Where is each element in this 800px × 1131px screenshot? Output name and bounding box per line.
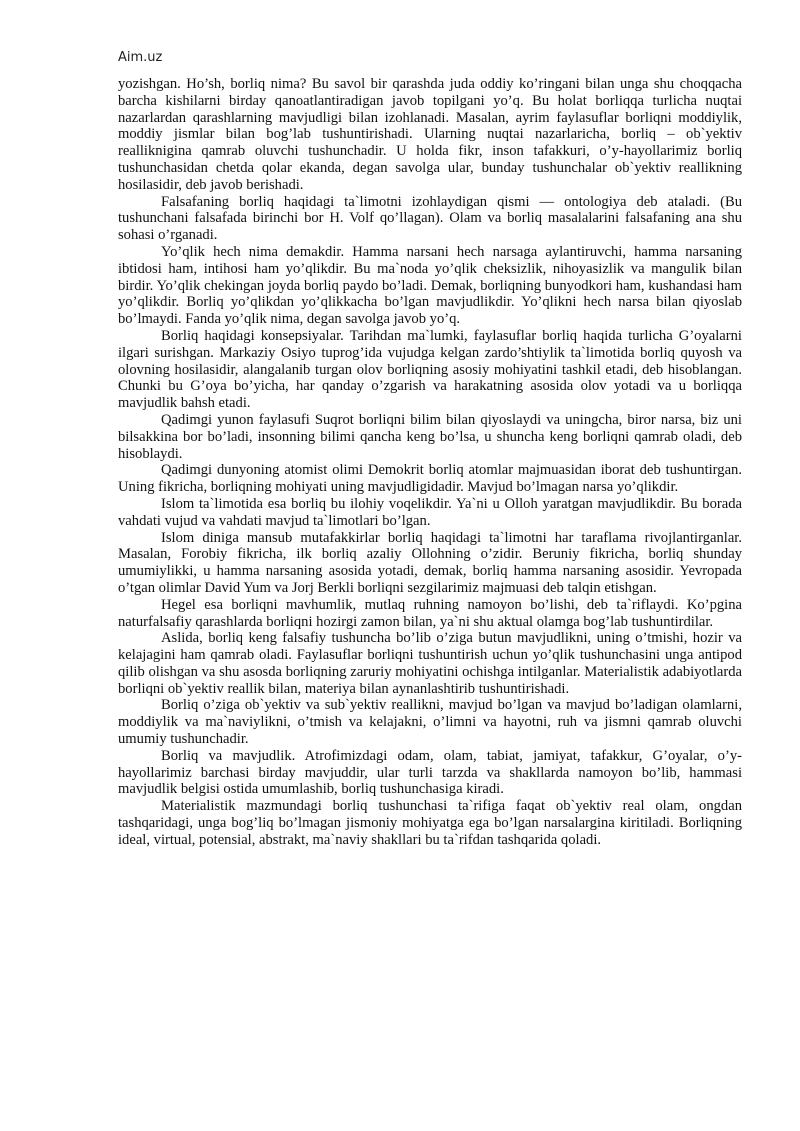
site-header: Aim.uz: [118, 50, 163, 65]
paragraph: yozishgan. Ho’sh, borliq nima? Bu savol bir qarashda juda oddiy ko’ringani bilan unga shu choqqacha barcha kishilarni birday qanoatlantiradigan javob topilgani yo’q. Bu holat borliqqa turlicha nuqtai nazarlardan qarashlarning mavjudligi bilan izohlanadi. Masalan, ayrim faylasuflar borliqni moddiylik, moddiy jismlar bilan bog’lab tushuntirishadi. Ularning nuqtai nazarlaricha, borliq – ob`yektiv reallikniginа qamrab oluvchi tushunchadir. U holda fikr, inson tafakkuri, o’y-hayollarimiz borliq tushunchasidan chetda qolar ekanda, degan savolga ular, bunday tushunchalar ob`yektiv reallikning hosilasidir, deb javob berishadi.: [118, 76, 742, 193]
paragraph: Hegel esa borliqni mavhumlik, mutlaq ruhning namoyon bo’lishi, deb ta`riflaydi. Ko’pgina naturfalsafiy qarashlarda borliqni hozirgi zamon bilan, ya`ni shu aktual olamga bog’lab tushuntirdilar.: [118, 596, 742, 630]
paragraph: Materialistik mazmundagi borliq tushunchasi ta`rifiga faqat ob`yektiv real olam, ongdan tashqaridagi, unga bog’liq bo’lmagan jismoniy mohiyatga ega bo’lgan narsalargina kiritiladi. Borliqning ideal, virtual, potensial, abstrakt, ma`naviy shakllari bu ta`rifdan tashqarida qoladi.: [118, 798, 742, 848]
paragraph: Falsafaning borliq haqidagi ta`limotni izohlaydigan qismi — ontologiya deb ataladi. (Bu tushunchani falsafada birinchi bor H. Volf qo’llagan). Olam va borliq masalalarini falsafaning ana shu sohasi o’rganadi.: [118, 193, 742, 244]
paragraph: Borliq o’ziga ob`yektiv va sub`yektiv reallikni, mavjud bo’lgan va mavjud bo’ladigan olamlarni, moddiylik va ma`naviylikni, o’tmish va kelajakni, o’limni va hayotni, ruh va jismni qamrab oluvchi umumiy tushunchadir.: [118, 697, 742, 748]
paragraph: Qadimgi dunyoning atomist olimi Demokrit borliq atomlar majmuasidan iborat deb tushuntirgan. Uning fikricha, borliqning mohiyati uning mavjudligidadir. Mavjud bo’lmagan narsa yo’qlikdir.: [118, 462, 742, 496]
paragraph: Aslida, borliq keng falsafiy tushuncha bo’lib o’ziga butun mavjudlikni, uning o’tmishi, hozir va kelajagini ham qamrab oladi. Faylasuflar borliqni tushuntirish uchun yo’qlik tushunchasini unga antipod qilib olishgan va shu asosda borliqning zaruriy mohiyatini ochishga intilganlar. Materialistik adabiyotlarda borliqni ob`yektiv reallik bilan, materiya bilan aynanlashtirib tushuntirishadi.: [118, 630, 742, 697]
paragraph: Yo’qlik hech nima demakdir. Hamma narsani hech narsaga aylantiruvchi, hamma narsaning ibtidosi ham, intihosi ham yo’qlikdir. Bu ma`noda yo’qlik cheksizlik, nihoyasizlik va mangulik bilan birdir. Yo’qlik chekingan joyda borliq paydo bo’ladi. Demak, borliqning bunyodkori ham, kushandasi ham yo’qlikdir. Borliq yo’qlikdan yo’qlikkacha bo’lgan mavjudlikdir. Yo’qlikni hech narsa bilan qiyoslab bo’lmaydi. Fanda yo’qlik nima, degan savolga javob yo’q.: [118, 243, 742, 328]
paragraph: Borliq haqidagi konsepsiyalar. Tarihdan ma`lumki, faylasuflar borliq haqida turlicha G’oyalarni ilgari surishgan. Markaziy Osiyo tuprog’ida vujudga kelgan zardo’shtiylik ta`limotida borliq quyosh va olovning hosilasidir, alangalanib turgan olov borliqning asosiy mohiyatini tashkil etadi, deb hisoblangan. Chunki bu G’oya bo’yicha, har qanday o’zgarish va harakatning asosida olov yotadi va u borliqqa mavjudlik bahsh etadi.: [118, 327, 742, 412]
paragraph: Borliq va mavjudlik. Atrofimizdagi odam, olam, tabiat, jamiyat, tafakkur, G’oyalar, o’y-hayollarimiz barchasi birday mavjuddir, ular turli tarzda va shakllarda namoyon bo’lib, hammasi mavjudlik belgisi ostida umumlashib, borliq tushunchasiga kiradi.: [118, 747, 742, 798]
paragraph: Islom ta`limotida esa borliq bu ilohiy voqelikdir. Ya`ni u Olloh yaratgan mavjudlikdir. Bu borada vahdati vujud va vahdati mavjud ta`limotlari bo’lgan.: [118, 495, 742, 529]
document-body: [118, 76, 742, 849]
paragraph: Islom diniga mansub mutafakkirlar borliq haqidagi ta`limotni har taraflama rivojlantirganlar. Masalan, Forobiy fikricha, ilk borliq azaliy Ollohning o’zidir. Beruniy fikricha, borliq shunday umumiylikki, u hamma narsaning asosida yotadi, demak, borliq hamma narsaning asosidir. Yevropada o’tgan olimlar David Yum va Jorj Berkli borliqni sezgilarimiz majmuasi deb talqin etishgan.: [118, 529, 742, 596]
paragraph: Qadimgi yunon faylasufi Suqrot borliqni bilim bilan qiyoslaydi va uningcha, biror narsa, biz uni bilsakkina bor bo’ladi, insonning bilimi qancha keng bo’lsa, u shuncha keng borliqni qamrab oladi, deb hisoblaydi.: [118, 411, 742, 462]
